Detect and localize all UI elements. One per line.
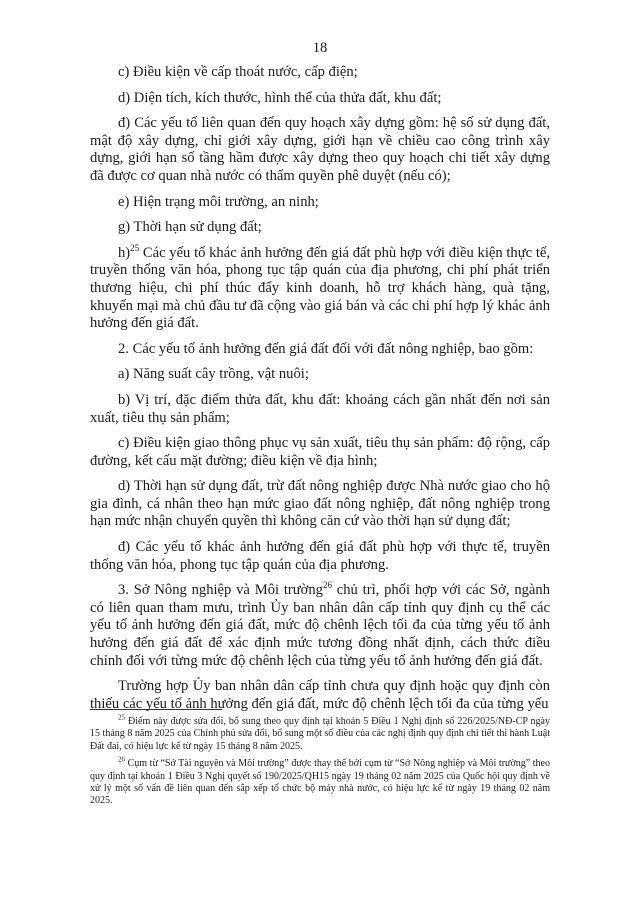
footnote-ref-26[interactable]: 26: [322, 580, 332, 591]
paragraph-text: 3. Sở Nông nghiệp và Môi trường: [118, 582, 323, 599]
paragraph-text: e) Hiện trạng môi trường, an ninh;: [118, 193, 319, 210]
footnote-26: [90, 755, 550, 808]
paragraph-2a: [90, 366, 550, 384]
paragraph-text: c) Điều kiện về cấp thoát nước, cấp điện;: [118, 64, 358, 80]
paragraph-text: b) Vị trí, đặc điểm thửa đất, khu đất: khoảng cách gần nhất đến nơi sản xuất, tiêu thụ sản phẩm;: [90, 391, 550, 426]
paragraph-2d: [90, 478, 550, 531]
paragraph-text: h): [118, 244, 131, 261]
paragraph-text: 2. Các yếu tố ảnh hưởng đến giá đất đối với đất nông nghiệp, bao gồm:: [118, 340, 534, 357]
paragraph-2b: [90, 392, 550, 427]
footnote-ref-25[interactable]: 25: [130, 242, 140, 253]
paragraph-item-3: [90, 582, 550, 670]
paragraph-2dd: [90, 539, 550, 574]
paragraph-text: Trường hợp Ủy ban nhân dân cấp tỉnh chưa quy định hoặc quy định còn thiếu các yếu tố ảnh hưởng đến giá đất, mức độ chênh lệch tối đa của từng yếu: [90, 678, 550, 712]
paragraph-text: đ) Các yếu tố liên quan đến quy hoạch xây dựng gồm: hệ số sử dụng đất, mật độ xây dựng, chỉ giới xây dựng, giới hạn về chiều cao công trình xây dựng, giới hạn số tầng hầm được xây dựng theo quy hoạch chi tiết xây dựng đã được cơ quan nhà nước có thẩm quyền phê duyệt (nếu có);: [90, 115, 550, 184]
footnote-text: Điểm này được sửa đổi, bổ sung theo quy định tại khoản 5 Điều 1 Nghị định số 226/2025/NĐ-CP ngày 15 tháng 8 năm 2025 của Chính phủ sửa đổi, bổ sung một số điều của các nghị định quy định chi tiết thi hành Luật Đất đai, có hiệu lực kể từ ngày 15 tháng 8 năm 2025.: [90, 716, 550, 752]
footnote-number: 26: [118, 755, 125, 764]
body-text: [90, 64, 550, 721]
paragraph-text: đ) Các yếu tố khác ảnh hưởng đến giá đất phù hợp với thực tế, truyền thống văn hóa, phong tục tập quán của địa phương.: [90, 539, 550, 573]
paragraph-text: chủ trì, phối hợp với các Sở, ngành có liên quan tham mưu, trình Ủy ban nhân dân cấp tỉnh quy định cụ thể các yếu tố ảnh hưởng đến giá đất, mức độ chênh lệch tối đa của từng yếu tố ảnh hưởng đến giá đất để xác định mức tương đồng nhất định, cách thức điều chỉnh đối với từng mức độ chênh lệch của từng yếu tố ảnh hưởng đến giá đất.: [90, 582, 550, 669]
paragraph-item-2: [90, 341, 550, 359]
footnote-divider: [90, 709, 222, 710]
paragraph-text: g) Thời hạn sử dụng đất;: [118, 219, 262, 236]
paragraph-text: c) Điều kiện giao thông phục vụ sản xuất, tiêu thụ sản phẩm: độ rộng, cấp đường, kết cấu mặt đường; điều kiện về địa hình;: [90, 435, 550, 469]
paragraph-3d: [90, 90, 550, 108]
paragraph-3dd: [90, 115, 550, 185]
paragraph-3g: [90, 219, 550, 237]
paragraph-2c: [90, 435, 550, 470]
footnote-25: [90, 713, 550, 753]
paragraph-3e: [90, 194, 550, 212]
page-number: 18: [312, 40, 328, 56]
paragraph-3h: [90, 242, 550, 333]
paragraph-text: Các yếu tố khác ảnh hưởng đến giá đất phù hợp với điều kiện thực tế, truyền thống văn hóa, phong tục tập quán của địa phương, chi phí phát triển thương hiệu, chi phí thúc đẩy kinh doanh, hỗ trợ khách hàng, quà tặng, khuyến mại mà chủ đầu tư đã cộng vào giá bán và các chi phí hợp lý khác ảnh hưởng đến giá đất.: [90, 244, 550, 332]
footnotes: [90, 713, 550, 813]
paragraph-3c: [90, 64, 550, 82]
paragraph-text: d) Thời hạn sử dụng đất, trừ đất nông nghiệp được Nhà nước giao cho hộ gia đình, cá nhân theo hạn mức giao đất nông nghiệp, đất nông nghiệp trong hạn mức nhận chuyển quyền thì không căn cứ vào thời hạn sử dụng đất;: [90, 478, 550, 530]
footnote-number: 25: [118, 713, 125, 722]
paragraph-text: a) Năng suất cây trồng, vật nuôi;: [118, 366, 309, 383]
paragraph-text: d) Diện tích, kích thước, hình thể của thửa đất, khu đất;: [118, 89, 442, 106]
footnote-text: Cụm từ “Sở Tài nguyên và Môi trường” được thay thế bởi cụm từ “Sở Nông nghiệp và Môi trường” theo quy định tại khoản 1 Điều 3 Nghị quyết số 190/2025/QH15 ngày 19 tháng 02 năm 2025 của Quốc hội quy định về xử lý một số vấn đề liên quan đến sắp xếp tổ chức bộ máy nhà nước, có hiệu lực kể từ ngày 19 tháng 02 năm 2025.: [90, 758, 550, 807]
